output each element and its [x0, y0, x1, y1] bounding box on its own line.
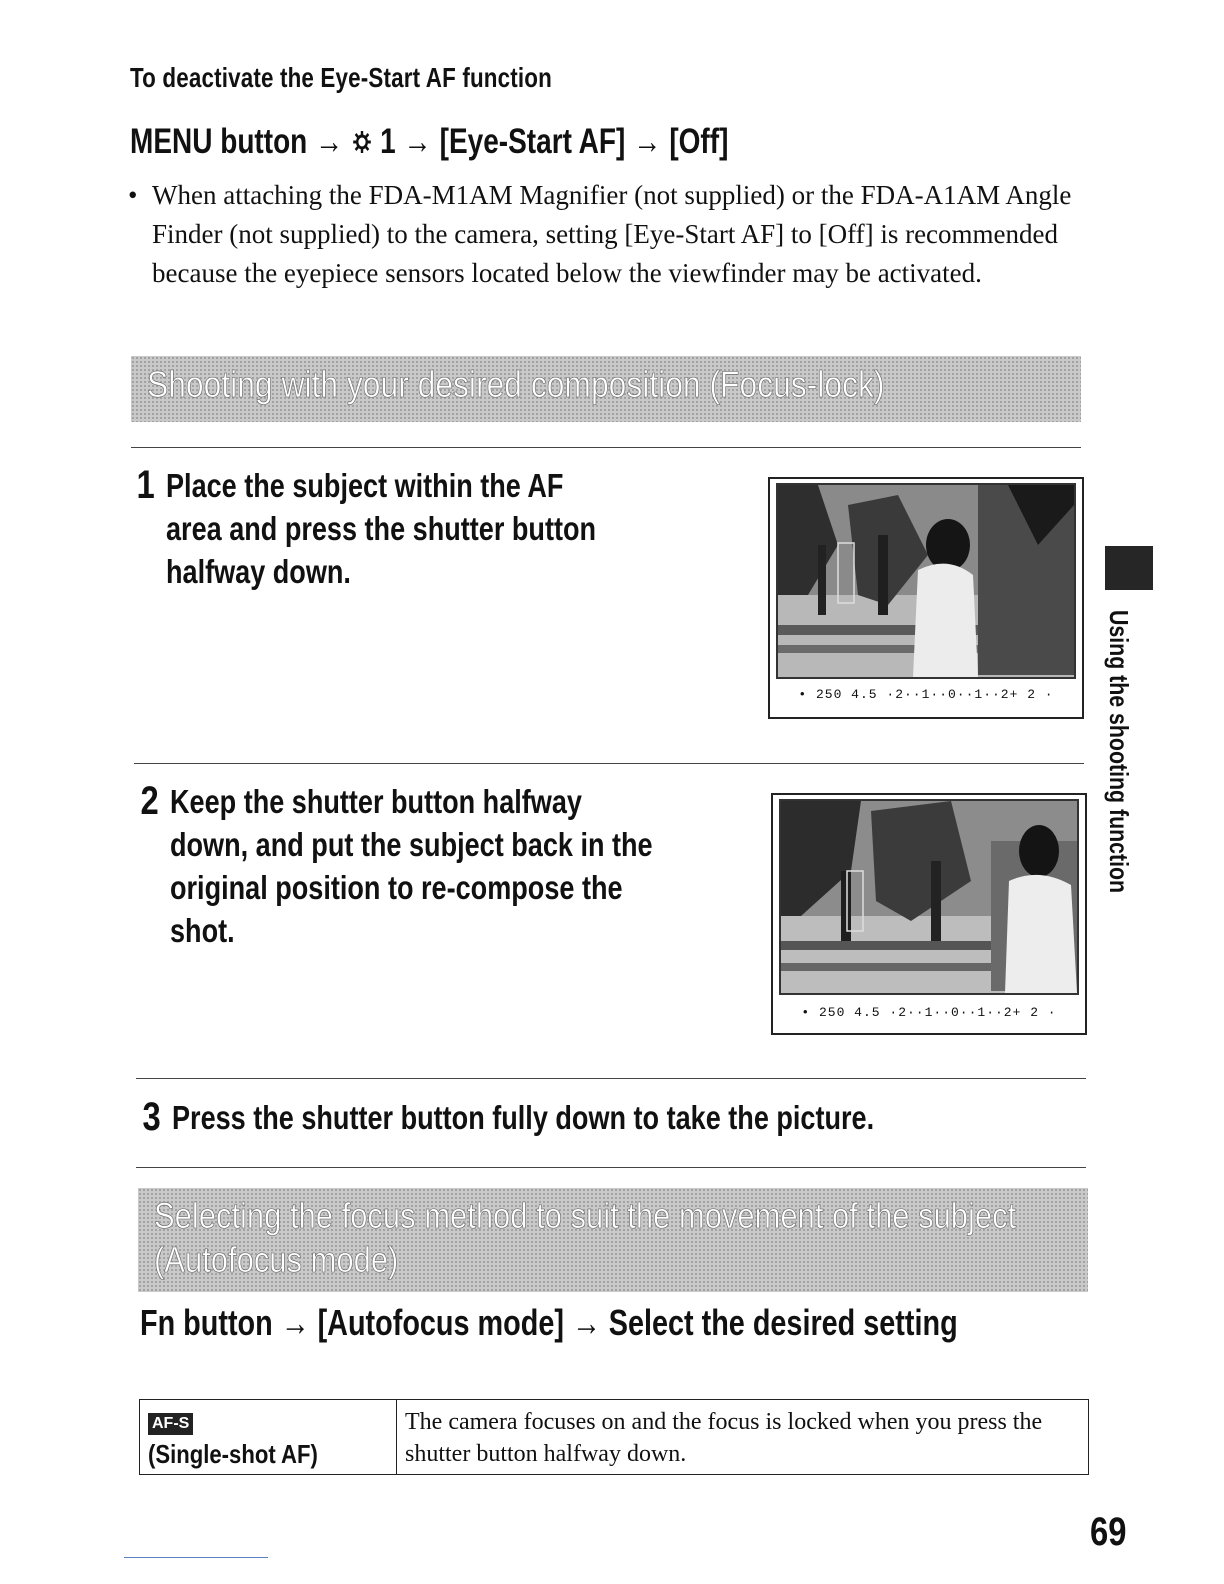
viewfinder-image-1 [768, 477, 1084, 719]
arrow-icon: → [280, 1302, 310, 1343]
af-s-icon: AF-S [148, 1413, 193, 1435]
divider [134, 763, 1084, 764]
viewfinder-scene-photo [779, 799, 1079, 995]
divider [131, 447, 1081, 448]
arrow-icon: → [633, 122, 662, 161]
mode-description-cell: The camera focuses on and the focus is locked when you press the shutter button halfway down. [397, 1400, 1089, 1475]
banner-title: Shooting with your desired composition (Focus-lock) [147, 364, 885, 405]
step-number: 2 [140, 779, 159, 823]
table-row [140, 1400, 1089, 1475]
step-text: Keep the shutter button halfway down, and put the subject back in the original position to re-compose the shot. [170, 783, 653, 949]
banner-title: Selecting the focus method to suit the movement of the subject (Autofocus mode) [154, 1195, 1017, 1280]
arrow-icon: → [403, 122, 432, 161]
step-text: Press the shutter button fully down to take the picture. [172, 1099, 875, 1136]
fn-end-label: Select the desired setting [608, 1302, 958, 1343]
menu-tab-number: 1 [380, 122, 396, 161]
section-banner-autofocus-mode [138, 1188, 1088, 1292]
note-bullet [128, 176, 1078, 293]
mode-name: (Single-shot AF) [148, 1439, 318, 1469]
fn-button-label: Fn button [140, 1302, 273, 1343]
mode-name-cell [140, 1400, 397, 1475]
side-tab-text: Using the shooting function [1104, 610, 1134, 894]
menu-value-label: [Off] [669, 122, 729, 161]
menu-item-label: [Eye-Start AF] [439, 122, 626, 161]
menu-path [130, 122, 728, 162]
side-tab-marker [1105, 546, 1153, 590]
section-subheading: To deactivate the Eye-Start AF function [130, 62, 552, 93]
viewfinder-scene-photo [776, 483, 1076, 679]
page-number: 69 [1090, 1510, 1127, 1554]
fn-item-label: [Autofocus mode] [317, 1302, 564, 1343]
footer-line [124, 1557, 268, 1558]
viewfinder-readout: • 250 4.5 ·2··1··0··1··2+ 2 · [798, 687, 1054, 702]
step-number: 1 [136, 463, 155, 507]
viewfinder-readout: • 250 4.5 ·2··1··0··1··2+ 2 · [801, 1005, 1057, 1020]
menu-button-label: MENU button [130, 122, 308, 161]
autofocus-mode-table [139, 1399, 1089, 1475]
arrow-icon: → [315, 122, 344, 161]
divider [136, 1167, 1086, 1168]
step-1 [136, 463, 625, 593]
bullet-icon: • [128, 180, 138, 210]
step-text: Place the subject within the AF area and press the shutter button halfway down. [166, 467, 597, 590]
divider [136, 1078, 1086, 1079]
step-3 [142, 1095, 992, 1139]
side-tab-label [1100, 610, 1140, 970]
arrow-icon: → [571, 1302, 601, 1343]
fn-path [140, 1302, 958, 1344]
viewfinder-image-2 [771, 793, 1087, 1035]
step-2 [140, 779, 662, 952]
note-text: When attaching the FDA-M1AM Magnifier (not supplied) or the FDA-A1AM Angle Finder (not supplied) to the camera, setting [Eye-Start AF] to [Off] is recommended because the eyepiece sensors located below the viewfinder may be activated. [152, 180, 1072, 288]
gear-icon [351, 129, 372, 155]
section-banner-focus-lock [131, 356, 1081, 422]
step-number: 3 [142, 1095, 161, 1139]
